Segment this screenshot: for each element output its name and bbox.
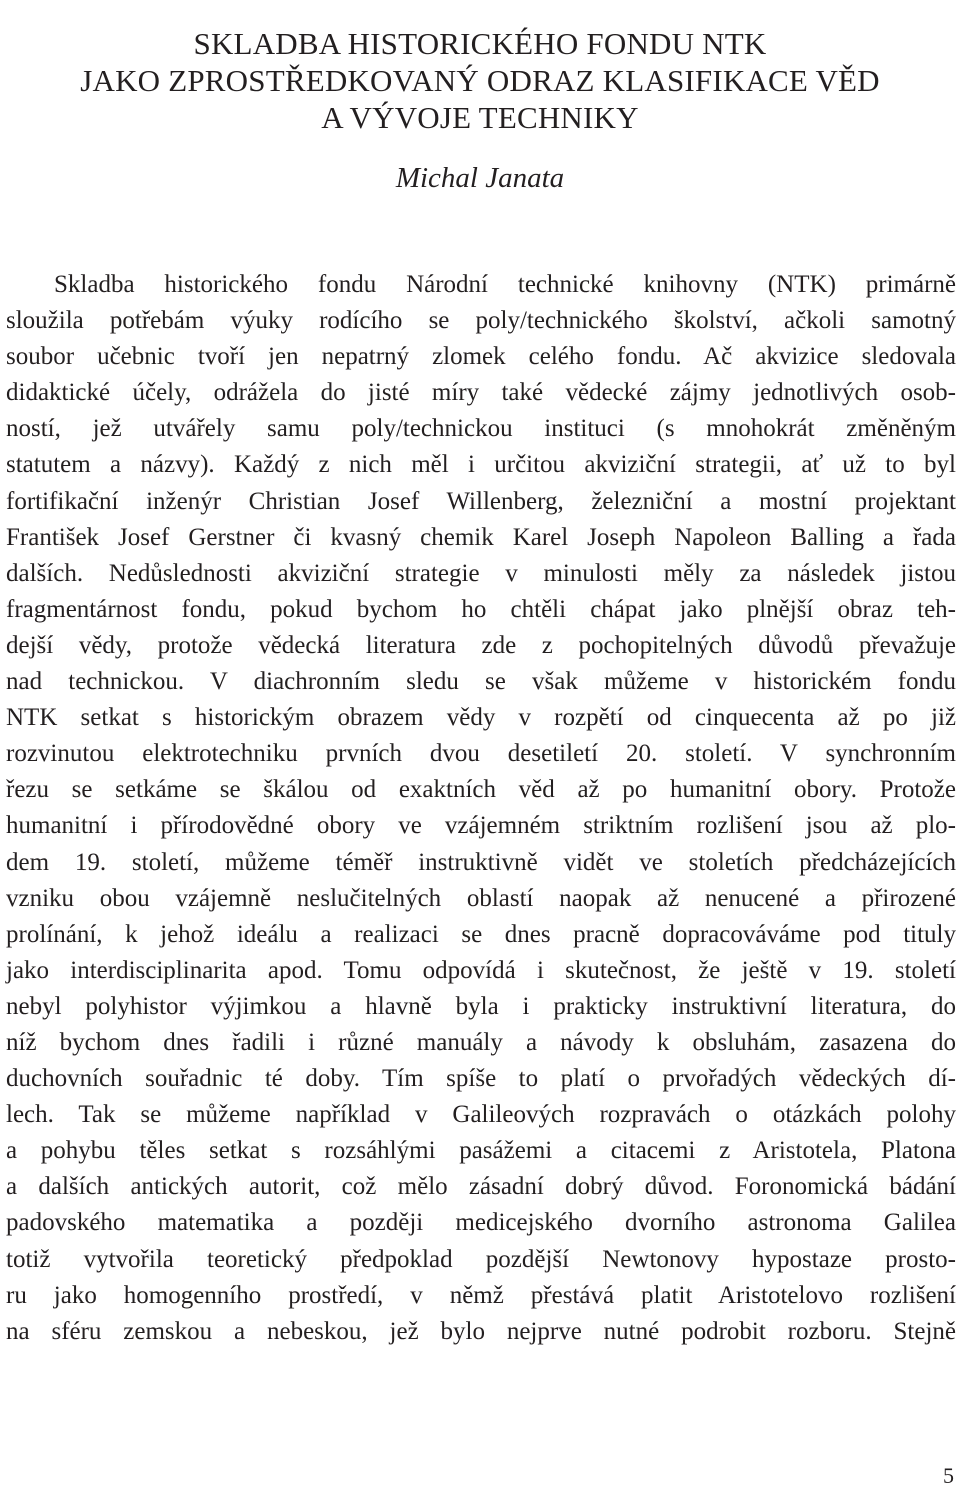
body-line: ru jako homogenního prostředí, v němž přestává platit Aristotelovo rozlišení — [6, 1281, 956, 1309]
body-paragraph — [6, 267, 956, 1350]
body-line: soubor učebnic tvoří jen nepatrný zlomek celého fondu. Ač akvizice sledovala — [6, 343, 956, 371]
body-line: prolínání, k jehož ideálu a realizaci se dnes pracně dopracováváme pod tituly — [6, 920, 956, 948]
title-line: SKLADBA HISTORICKÉHO FONDU NTK — [193, 25, 767, 61]
body-line: na sféru zemskou a nebeskou, jež bylo nejprve nutné podrobit rozboru. Stejně — [6, 1317, 956, 1345]
body-line: didaktické účely, odrážela do jisté míry také vědecké zájmy jednotlivých osob- — [6, 379, 956, 407]
body-line: ností, jež utvářely samu poly/technickou instituci (s mnohokrát změněným — [6, 415, 956, 443]
body-line: řezu se setkáme se škálou od exaktních věd až po humanitní obory. Protože — [6, 776, 956, 804]
body-line: humanitní i přírodovědné obory ve vzájemném striktním rozlišení jsou až plo- — [6, 812, 956, 840]
body-line: dem 19. století, můžeme téměř instruktivně vidět ve stoletích předcházejících — [6, 848, 956, 876]
body-line: nad technickou. V diachronním sledu se však můžeme v historickém fondu — [6, 668, 956, 696]
body-line: a dalších antických autorit, což mělo zásadní dobrý důvod. Foronomická bádání — [6, 1173, 956, 1201]
body-line: totiž vytvořila teoretický předpoklad pozdější Newtonovy hypostaze prosto- — [6, 1245, 956, 1273]
body-line: fragmentárnost fondu, pokud bychom ho chtěli chápat jako plnější obraz teh- — [6, 595, 956, 623]
article-author: Michal Janata — [395, 162, 565, 194]
body-line: statutem a názvy). Každý z nich měl i určitou akviziční strategii, ať už to byl — [6, 451, 956, 479]
body-line: František Josef Gerstner či kvasný chemik Karel Joseph Napoleon Balling a řada — [6, 523, 956, 551]
body-line: dejší vědy, protože vědecká literatura zde z pochopitelných důvodů převažuje — [6, 631, 956, 659]
body-line: a pohybu těles setkat s rozsáhlými pasážemi a citacemi z Aristotela, Platona — [6, 1137, 956, 1165]
body-line: nebyl polyhistor výjimkou a hlavně byla i prakticky instruktivní literatura, do — [6, 992, 956, 1020]
body-line: lech. Tak se můžeme například v Galileových rozpravách o otázkách polohy — [6, 1101, 956, 1129]
body-line: duchovních souřadnic té doby. Tím spíše to platí o prvořadých vědeckých dí- — [6, 1065, 956, 1093]
title-line: JAKO ZPROSTŘEDKOVANÝ ODRAZ KLASIFIKACE VĚD — [80, 62, 880, 98]
body-line: vzniku obou vzájemně neslučitelných oblastí naopak až nenucené a přirozené — [6, 884, 956, 912]
body-line: padovského matematika a později medicejského dvorního astronoma Galilea — [6, 1209, 956, 1237]
body-line: fortifikační inženýr Christian Josef Willenberg, železniční a mostní projektant — [6, 487, 956, 515]
page-number: 5 — [943, 1463, 954, 1488]
body-line: dalších. Nedůslednosti akviziční strategie v minulosti měly za následek jistou — [6, 559, 956, 587]
body-line: NTK setkat s historickým obrazem vědy v rozpětí od cinquecenta až po již — [6, 704, 956, 732]
body-line: sloužila potřebám výuky rodícího se poly/technického školství, ačkoli samotný — [6, 307, 956, 335]
title-line: A VÝVOJE TECHNIKY — [321, 99, 639, 135]
body-line: Skladba historického fondu Národní technické knihovny (NTK) primárně — [54, 271, 956, 298]
body-line: jako interdisciplinarita apod. Tomu odpovídá i skutečnost, že ještě v 19. století — [6, 956, 956, 984]
body-line: rozvinutou elektrotechniku prvních dvou desetiletí 20. století. V synchronním — [6, 740, 956, 768]
body-line: níž bychom dnes řadili i různé manuály a návody k obsluhám, zasazena do — [6, 1028, 956, 1056]
article-title — [0, 25, 960, 136]
